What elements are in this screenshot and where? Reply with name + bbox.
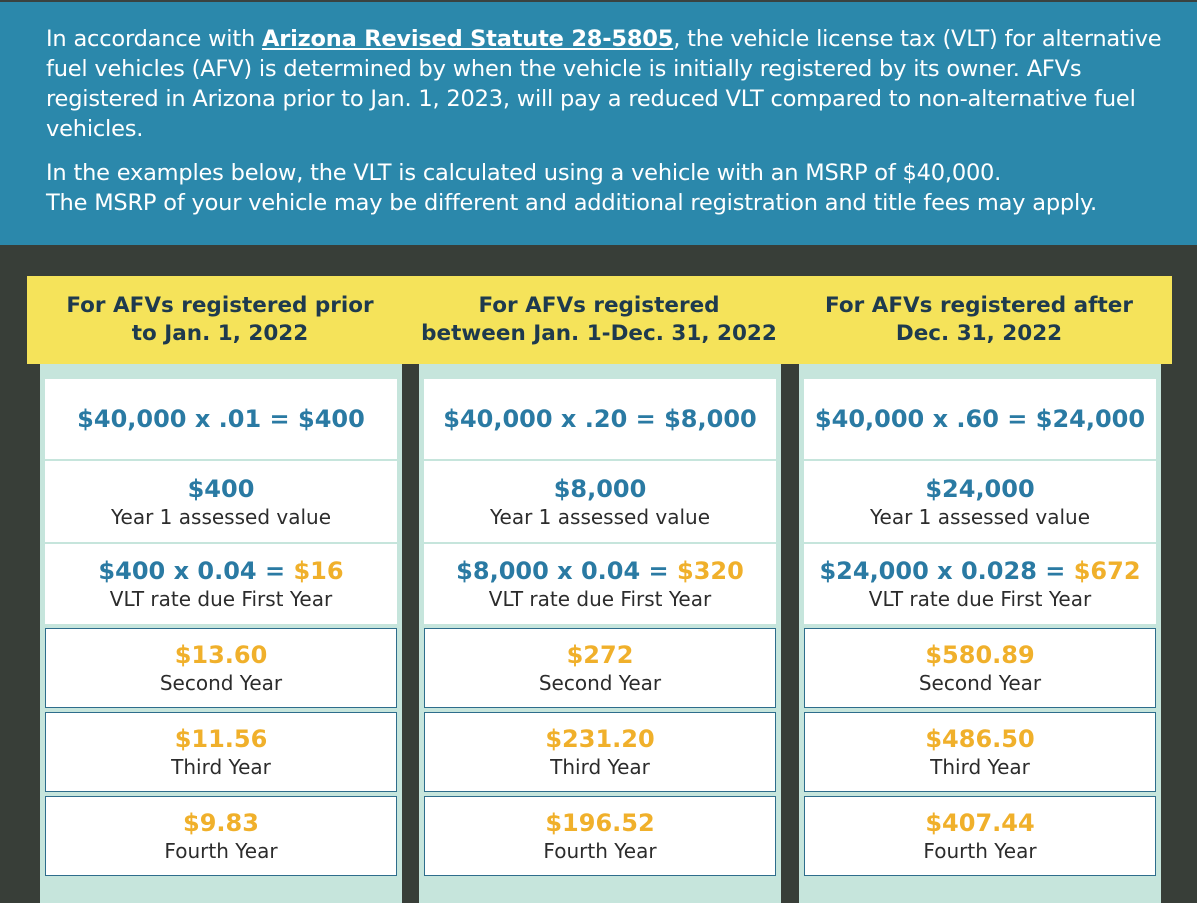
third-year-label: Third Year: [930, 755, 1030, 779]
rate-formula: $24,000 x 0.028 =: [819, 557, 1074, 585]
column-panel: [419, 364, 781, 903]
third-year-cell: [424, 712, 776, 792]
column-during-2022: [406, 276, 792, 903]
column-panel: [40, 364, 402, 903]
rate-result: $320: [677, 557, 744, 585]
assessed-value: $8,000: [553, 474, 647, 503]
column-after-2022: [786, 276, 1172, 903]
second-year-cell: [45, 628, 397, 708]
third-year-label: Third Year: [550, 755, 650, 779]
fourth-year-amount: $196.52: [545, 809, 655, 837]
intro-paragraph-example: [46, 158, 1176, 218]
second-year-amount: $272: [566, 641, 634, 669]
column-header: [27, 276, 413, 364]
assessed-label: Year 1 assessed value: [869, 504, 1090, 529]
assessment-formula: $40,000 x .01 = $400: [45, 379, 397, 459]
third-year-amount: $11.56: [174, 725, 268, 753]
third-year-amount: $231.20: [545, 725, 655, 753]
intro-suffix: , the vehicle license tax (VLT) for alternative fuel vehicles (AFV) is determined by when the vehicle is initially registered by its owner. AFVs registered in Arizona prior to Jan. 1, 2023, will pay a reduced VLT compared to non-alternative fuel vehicles.: [46, 26, 1162, 142]
fourth-year-amount: $9.83: [183, 809, 259, 837]
header-line-2: Dec. 31, 2022: [895, 321, 1063, 346]
fourth-year-label: Fourth Year: [543, 839, 657, 863]
fourth-year-cell: [45, 796, 397, 876]
assessed-value: $400: [187, 474, 255, 503]
rate-label: VLT rate due First Year: [868, 587, 1092, 611]
assessed-value-cell: [45, 461, 397, 542]
assessment-formula: $40,000 x .60 = $24,000: [804, 379, 1156, 459]
rate-calculation: [819, 556, 1140, 586]
assessed-label: Year 1 assessed value: [489, 504, 710, 529]
assessed-label: Year 1 assessed value: [110, 504, 331, 529]
first-year-rate-cell: [45, 544, 397, 624]
rate-label: VLT rate due First Year: [488, 587, 712, 611]
assessed-value-cell: [804, 461, 1156, 542]
column-prior-2022: [27, 276, 413, 903]
assessed-value: $24,000: [925, 474, 1035, 503]
rate-calculation: [456, 556, 744, 586]
second-year-label: Second Year: [918, 671, 1042, 695]
second-year-cell: [804, 628, 1156, 708]
statute-link[interactable]: Arizona Revised Statute 28-5805: [261, 26, 674, 52]
first-year-rate-cell: [424, 544, 776, 624]
third-year-label: Third Year: [171, 755, 271, 779]
column-panel: [799, 364, 1161, 903]
second-year-amount: $580.89: [925, 641, 1035, 669]
header-line-1: For AFVs registered: [478, 293, 720, 318]
column-header: [786, 276, 1172, 364]
header-line-2: between Jan. 1-Dec. 31, 2022: [421, 321, 777, 346]
rate-calculation: [98, 556, 343, 586]
second-year-cell: [424, 628, 776, 708]
third-year-cell: [804, 712, 1156, 792]
rate-formula: $400 x 0.04 =: [98, 557, 294, 585]
rate-formula: $8,000 x 0.04 =: [456, 557, 678, 585]
second-year-amount: $13.60: [174, 641, 268, 669]
second-year-label: Second Year: [538, 671, 662, 695]
assessed-value-cell: [424, 461, 776, 542]
fourth-year-label: Fourth Year: [923, 839, 1037, 863]
intro-prefix: In accordance with: [46, 26, 262, 52]
intro-banner: [0, 0, 1197, 245]
assessment-formula: $40,000 x .20 = $8,000: [424, 379, 776, 459]
rate-label: VLT rate due First Year: [109, 587, 333, 611]
header-line-2: to Jan. 1, 2022: [131, 321, 309, 346]
header-line-1: For AFVs registered after: [825, 293, 1133, 318]
fourth-year-cell: [804, 796, 1156, 876]
rate-result: $16: [293, 557, 344, 585]
header-line-1: For AFVs registered prior: [66, 293, 374, 318]
fourth-year-label: Fourth Year: [164, 839, 278, 863]
third-year-cell: [45, 712, 397, 792]
third-year-amount: $486.50: [925, 725, 1035, 753]
column-header: [406, 276, 792, 364]
rate-result: $672: [1073, 557, 1141, 585]
fourth-year-cell: [424, 796, 776, 876]
second-year-label: Second Year: [159, 671, 283, 695]
example-line-2: The MSRP of your vehicle may be different and additional registration and title fees may apply.: [46, 190, 1097, 216]
first-year-rate-cell: [804, 544, 1156, 624]
intro-paragraph-statute: [46, 24, 1176, 144]
fourth-year-amount: $407.44: [925, 809, 1035, 837]
example-line-1: In the examples below, the VLT is calculated using a vehicle with an MSRP of $40,000.: [46, 160, 1002, 186]
